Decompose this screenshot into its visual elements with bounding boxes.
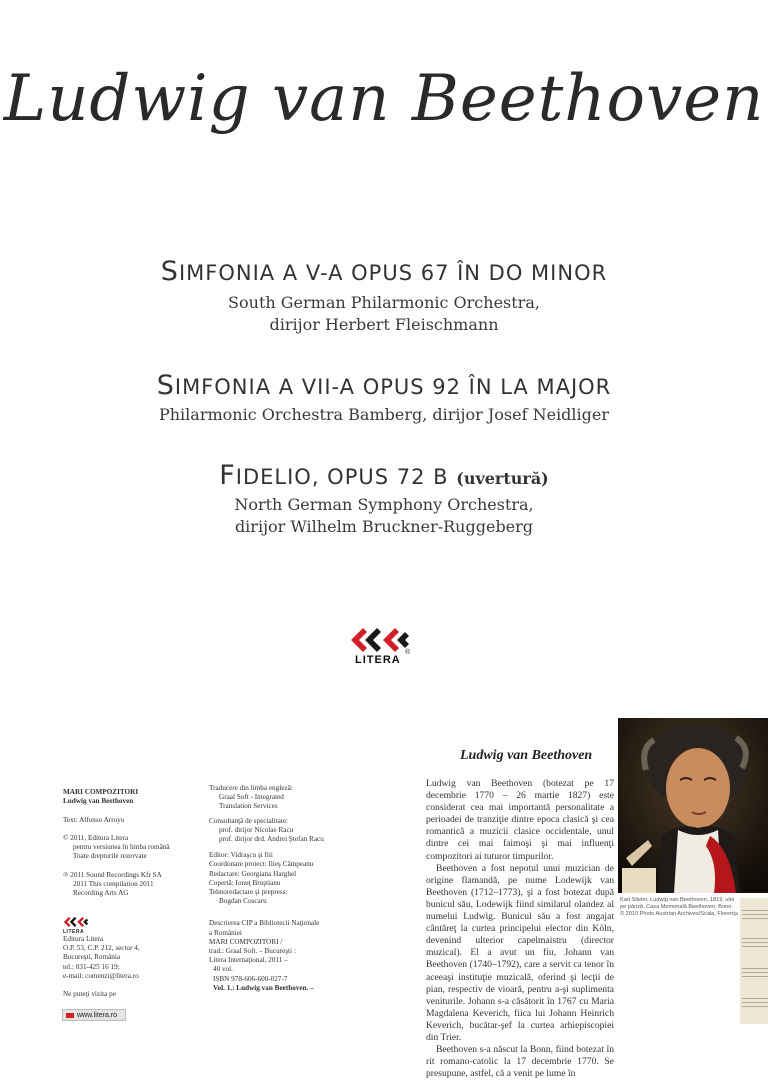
portrait-caption: Karl Stieler, Ludwig van Beethoven, 1819, ulei pe pânză. Casa Memorială Beethoven, Bonn. © 2010 Photo Austrian Archives/Scala, Florenţa <box>620 897 738 917</box>
series-name: MARI COMPOZITORI <box>63 788 139 796</box>
work-title-2: SIMFONIA A VII-A OPUS 92 ÎN LA MAJOR <box>156 370 612 401</box>
work-title-3: FIDELIO, OPUS 72 B (uvertură) <box>219 460 549 491</box>
visit-text: Ne puteţi vizita pe <box>63 990 116 999</box>
litera-logo-icon <box>349 624 411 654</box>
music-score-image <box>740 898 768 1024</box>
beethoven-portrait <box>618 718 768 893</box>
bio-text: Ludwig van Beethoven (botezat pe 17 decembrie 1770 – 26 martie 1827) este considerat cea mai importantă personalitate a perioadei de tranziţie dintre epoca clasică şi cea romantică a muzicii clasice occidentale, unul dintre cei mai faimoşi şi mai influenţi compozitori ai tuturor timpurilor. Beethoven a fost nepotul unui muzician de origine flamandă, pe nume Lodewijk van Beethoven (1712–1773), şi a fost botezat după bunicul său, Lodewijk fiind similarul olandez al numelui Ludwig. Bunicul său a fost angajat cântăreţ la curtea principelui elector din Köln, devenind ulterior capelmaistru (director muzical). El a avut un fiu, Johann van Beethoven (1740–1792), care a servit ca tenor în aceeaşi instituţie muzicală, oferind şi lecţii de pian, respectiv de vioară, pentru a-şi suplimenta veniturile. Johann s-a căsătorit în 1767 cu Maria Magdalena Keverich, fiica lui Johann Heinrich Keverich, bucătar-şef la curtea arhiepiscopiei din Trier. Beethoven s-a născut la Bonn, fiind botezat în rit romano-catolic la 17 decembrie 1770. Se presupune, astfel, că a venit pe lume în <box>426 778 614 1080</box>
work-performer-2: Philarmonic Orchestra Bamberg, dirijor Josef Neidliger <box>158 405 610 424</box>
author-line: Text: Alfonso Arroyo <box>63 815 125 824</box>
work-performer-1b: dirijor Herbert Fleischmann <box>269 315 499 334</box>
bio-text-clip <box>426 778 618 1080</box>
volume-name: Ludwig van Beethoven <box>63 797 134 806</box>
work-performer-3b: dirijor Wilhelm Bruckner-Ruggeberg <box>234 517 534 536</box>
colophon-left: MARI COMPOZITORI Ludwig van Beethoven Text: Alfonso Arroyo © 2011, Editura Litera pentru versiunea în limba română Toate drepturile rezervate ℗ 2011 Sound Recordings Kfr SA 2011 This compilation 2011 Recording Arts AG <box>63 788 170 898</box>
work-performer-1a: South German Philarmonic Orchestra, <box>228 293 540 312</box>
work-performer-3a: North German Symphony Orchestra, <box>234 495 534 514</box>
small-litera-logo: LITERA <box>63 913 103 935</box>
portrait-image <box>618 718 768 893</box>
litera-logo: LITERA ® <box>349 624 419 670</box>
colophon-right: Traducere din limba engleză: Graal Soft - Integrated Translation Services Consultanţă de specialitate: prof. dirijor Nicolae Racu prof. dirijor drd. Andrei Ştefan Racu Editor: Vidraşcu şi fiii Coordonare proiect: Ilieş Câmpeanu Redactare: Georgiana Harghel Copertă: Ionuţ Broştianu Tehnoredactare şi prepress: Bogdan Coscaru Descrierea CIP a Bibliotecii Naţionale a României MARI COMPOZITORI / trad.: Graal Soft. – Bucureşti : Litera Internaţional, 2011 – 40 vol. ISBN 978-606-600-027-7 Vol. 1.: Ludwig van Beethoven. – <box>209 784 324 992</box>
litera-mini-icon <box>66 1013 74 1018</box>
publisher-address: Editura Litera O.P. 53, C.P. 212, sector 4, Bucureşti, România tel.: 031-425 16 19; e-mail: comenzi@litera.ro Ne puteţi vizita pe <box>63 935 140 999</box>
album-title: Ludwig van Beethoven <box>3 62 765 136</box>
work-title-1: SIMFONIA A V-A OPUS 67 ÎN DO MINOR <box>160 256 608 287</box>
website-link[interactable]: www.litera.ro <box>62 1009 126 1021</box>
small-litera-logo-icon <box>63 915 89 928</box>
bio-title: Ludwig van Beethoven <box>460 748 593 763</box>
